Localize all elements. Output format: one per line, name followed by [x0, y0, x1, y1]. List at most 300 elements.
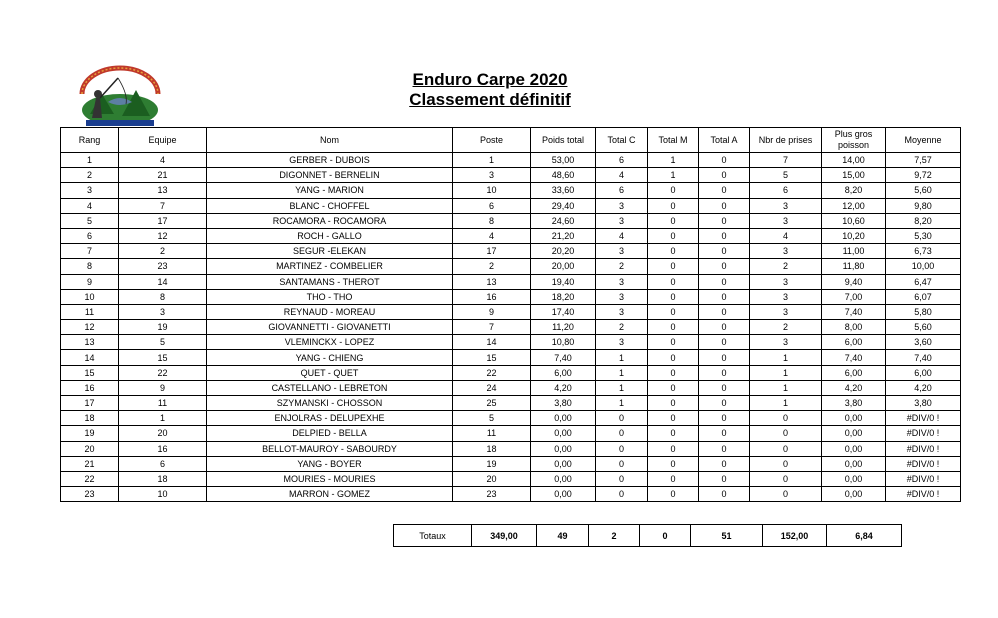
table-cell: 6: [750, 183, 822, 198]
table-cell: 6,73: [886, 244, 961, 259]
table-cell: 0,00: [822, 456, 886, 471]
table-cell: 6: [596, 153, 648, 168]
table-cell: 33,60: [531, 183, 596, 198]
table-cell: 0,00: [822, 426, 886, 441]
page-subtitle: Classement définitif: [409, 90, 571, 109]
table-cell: 20,20: [531, 244, 596, 259]
page-title: Enduro Carpe 2020: [412, 70, 568, 89]
table-cell: 1: [750, 365, 822, 380]
table-row: [61, 365, 961, 380]
table-cell: 0: [596, 471, 648, 486]
col-header: Total A: [699, 128, 750, 153]
table-cell: 3: [750, 304, 822, 319]
table-row: [61, 198, 961, 213]
table-cell: 48,60: [531, 168, 596, 183]
table-cell: MOURIES - MOURIES: [207, 471, 453, 486]
table-cell: 16: [61, 380, 119, 395]
table-cell: 14: [61, 350, 119, 365]
table-cell: 8: [61, 259, 119, 274]
table-cell: 1: [119, 411, 207, 426]
table-cell: 0,00: [822, 471, 886, 486]
table-cell: 3: [453, 168, 531, 183]
table-cell: GIOVANNETTI - GIOVANETTI: [207, 320, 453, 335]
table-row: [61, 396, 961, 411]
table-cell: 11: [453, 426, 531, 441]
table-cell: SEGUR -ELEKAN: [207, 244, 453, 259]
table-cell: 0: [699, 487, 750, 502]
table-cell: 0: [648, 380, 699, 395]
table-cell: 53,00: [531, 153, 596, 168]
table-cell: MARRON - GOMEZ: [207, 487, 453, 502]
table-cell: 9: [119, 380, 207, 395]
table-cell: #DIV/0 !: [886, 456, 961, 471]
table-cell: 17,40: [531, 304, 596, 319]
table-cell: 0: [648, 213, 699, 228]
table-cell: 3: [750, 335, 822, 350]
table-cell: 19: [453, 456, 531, 471]
table-cell: 0: [648, 487, 699, 502]
table-cell: 0: [648, 411, 699, 426]
table-row: [61, 259, 961, 274]
table-cell: 21: [119, 168, 207, 183]
table-cell: 7: [750, 153, 822, 168]
table-cell: 12: [119, 228, 207, 243]
table-body: [61, 153, 961, 502]
table-cell: 7,40: [822, 304, 886, 319]
table-cell: 4: [453, 228, 531, 243]
table-cell: 1: [596, 380, 648, 395]
table-row: [61, 289, 961, 304]
table-cell: ROCH - GALLO: [207, 228, 453, 243]
table-cell: 1: [596, 365, 648, 380]
table-cell: 4: [596, 168, 648, 183]
table-cell: 9: [453, 304, 531, 319]
table-cell: 0: [596, 487, 648, 502]
table-cell: 3: [750, 244, 822, 259]
col-header: Moyenne: [886, 128, 961, 153]
table-cell: 7,40: [886, 350, 961, 365]
table-cell: 6,47: [886, 274, 961, 289]
table-cell: 12,00: [822, 198, 886, 213]
table-cell: 6: [61, 228, 119, 243]
table-cell: 0: [648, 335, 699, 350]
col-header: Poste: [453, 128, 531, 153]
table-cell: 19,40: [531, 274, 596, 289]
table-cell: 3: [596, 289, 648, 304]
table-cell: 3: [750, 289, 822, 304]
table-cell: 0: [699, 228, 750, 243]
table-cell: 11: [61, 304, 119, 319]
table-cell: 0: [699, 183, 750, 198]
table-cell: 23: [61, 487, 119, 502]
table-cell: 8,20: [886, 213, 961, 228]
table-row: [61, 274, 961, 289]
table-cell: 0: [596, 456, 648, 471]
table-cell: 0: [699, 213, 750, 228]
table-cell: 13: [61, 335, 119, 350]
table-cell: 3: [750, 213, 822, 228]
table-cell: 9: [61, 274, 119, 289]
table-cell: 0: [699, 168, 750, 183]
table-cell: 6: [119, 456, 207, 471]
table-cell: 7,57: [886, 153, 961, 168]
table-cell: 1: [596, 396, 648, 411]
table-cell: 10: [453, 183, 531, 198]
table-cell: 3: [61, 183, 119, 198]
table-cell: 1: [750, 350, 822, 365]
totals-cell: 152,00: [763, 525, 827, 547]
totals-cell: 51: [691, 525, 763, 547]
table-cell: 0: [648, 198, 699, 213]
table-cell: 11: [119, 396, 207, 411]
table-row: [61, 487, 961, 502]
table-cell: 0,00: [531, 441, 596, 456]
table-cell: 21: [61, 456, 119, 471]
table-cell: 14: [119, 274, 207, 289]
table-cell: 0,00: [531, 471, 596, 486]
table-cell: BELLOT-MAUROY - SABOURDY: [207, 441, 453, 456]
totals-label: Totaux: [394, 525, 472, 547]
table-cell: 7,40: [822, 350, 886, 365]
table-cell: 8: [119, 289, 207, 304]
table-cell: 0: [648, 304, 699, 319]
table-cell: 13: [119, 183, 207, 198]
table-cell: 20,00: [531, 259, 596, 274]
table-row: [61, 380, 961, 395]
table-row: [61, 426, 961, 441]
table-cell: QUET - QUET: [207, 365, 453, 380]
table-cell: 0: [699, 411, 750, 426]
table-cell: 0: [596, 411, 648, 426]
table-row: [61, 456, 961, 471]
table-cell: 2: [453, 259, 531, 274]
col-header: Total M: [648, 128, 699, 153]
table-cell: 5: [453, 411, 531, 426]
table-cell: 0: [596, 426, 648, 441]
table-cell: 13: [453, 274, 531, 289]
table-cell: 10: [61, 289, 119, 304]
table-cell: 0: [699, 426, 750, 441]
table-cell: 0: [648, 183, 699, 198]
table-cell: 7: [119, 198, 207, 213]
table-cell: 21,20: [531, 228, 596, 243]
table-cell: 0: [648, 320, 699, 335]
table-cell: 6,00: [822, 335, 886, 350]
table-cell: 0: [699, 320, 750, 335]
table-row: [61, 335, 961, 350]
table-cell: 0: [750, 471, 822, 486]
table-cell: REYNAUD - MOREAU: [207, 304, 453, 319]
table-cell: 19: [61, 426, 119, 441]
table-cell: 12: [61, 320, 119, 335]
totals-cell: 0: [640, 525, 691, 547]
table-cell: 0: [750, 426, 822, 441]
table-cell: 3: [596, 244, 648, 259]
table-row: [61, 213, 961, 228]
table-cell: YANG - CHIENG: [207, 350, 453, 365]
table-row: [61, 153, 961, 168]
table-cell: 3: [596, 213, 648, 228]
col-header: Nbr de prises: [750, 128, 822, 153]
table-cell: 2: [61, 168, 119, 183]
table-cell: 11,00: [822, 244, 886, 259]
table-cell: 18: [119, 471, 207, 486]
table-cell: 2: [119, 244, 207, 259]
table-cell: 3: [750, 198, 822, 213]
table-cell: 7: [61, 244, 119, 259]
table-cell: 5: [61, 213, 119, 228]
table-row: [61, 441, 961, 456]
table-cell: 17: [453, 244, 531, 259]
table-row: [61, 168, 961, 183]
table-cell: 1: [750, 396, 822, 411]
table-cell: 0: [648, 365, 699, 380]
table-cell: 17: [61, 396, 119, 411]
table-cell: 18,20: [531, 289, 596, 304]
table-row: [61, 244, 961, 259]
table-cell: 0: [648, 456, 699, 471]
table-cell: SZYMANSKI - CHOSSON: [207, 396, 453, 411]
table-cell: 0: [699, 274, 750, 289]
table-cell: 0: [648, 244, 699, 259]
table-cell: 0,00: [531, 426, 596, 441]
table-cell: 4,20: [822, 380, 886, 395]
table-cell: 15: [61, 365, 119, 380]
table-cell: YANG - MARION: [207, 183, 453, 198]
title-block: [330, 70, 650, 110]
table-cell: 4,20: [886, 380, 961, 395]
col-header: Total C: [596, 128, 648, 153]
table-cell: 7: [453, 320, 531, 335]
table-cell: 0,00: [822, 411, 886, 426]
table-cell: 2: [750, 320, 822, 335]
table-row: [61, 471, 961, 486]
table-cell: 0: [699, 198, 750, 213]
table-cell: 0: [596, 441, 648, 456]
table-cell: 4: [61, 198, 119, 213]
table-cell: 0: [648, 441, 699, 456]
totals-cell: 6,84: [827, 525, 902, 547]
table-cell: 3,80: [822, 396, 886, 411]
table-cell: 5: [119, 335, 207, 350]
table-cell: 0: [699, 441, 750, 456]
table-row: [61, 183, 961, 198]
table-cell: 18: [453, 441, 531, 456]
table-cell: ENJOLRAS - DELUPEXHE: [207, 411, 453, 426]
table-cell: MARTINEZ - COMBELIER: [207, 259, 453, 274]
table-cell: 10,80: [531, 335, 596, 350]
table-row: [61, 320, 961, 335]
table-cell: 23: [119, 259, 207, 274]
table-cell: 23: [453, 487, 531, 502]
table-cell: 11,80: [822, 259, 886, 274]
table-cell: 5: [750, 168, 822, 183]
table-cell: 10,20: [822, 228, 886, 243]
table-cell: 0: [699, 365, 750, 380]
col-header: Plus gros poisson: [822, 128, 886, 153]
table-cell: 15: [119, 350, 207, 365]
table-cell: 10: [119, 487, 207, 502]
table-cell: 3,80: [531, 396, 596, 411]
table-cell: 4: [596, 228, 648, 243]
table-cell: DIGONNET - BERNELIN: [207, 168, 453, 183]
table-cell: 20: [61, 441, 119, 456]
table-cell: 6,00: [822, 365, 886, 380]
table-cell: 3: [596, 304, 648, 319]
table-cell: 1: [61, 153, 119, 168]
table-header-row: [61, 128, 961, 153]
table-cell: 15,00: [822, 168, 886, 183]
table-cell: 0: [750, 487, 822, 502]
table-cell: 0,00: [822, 441, 886, 456]
table-cell: 0: [750, 456, 822, 471]
table-cell: 0: [648, 471, 699, 486]
table-cell: 9,40: [822, 274, 886, 289]
table-cell: 16: [119, 441, 207, 456]
table-cell: 22: [453, 365, 531, 380]
table-cell: 0,00: [531, 411, 596, 426]
table-cell: 6: [596, 183, 648, 198]
table-cell: 0: [699, 304, 750, 319]
totals-table: [393, 524, 902, 547]
table-cell: 1: [648, 153, 699, 168]
table-cell: 0: [648, 228, 699, 243]
table-cell: 8,20: [822, 183, 886, 198]
table-cell: 22: [119, 365, 207, 380]
table-cell: 20: [453, 471, 531, 486]
table-cell: BLANC - CHOFFEL: [207, 198, 453, 213]
table-cell: 0: [699, 396, 750, 411]
table-cell: 29,40: [531, 198, 596, 213]
table-cell: #DIV/0 !: [886, 426, 961, 441]
table-row: [61, 304, 961, 319]
table-cell: 3: [596, 198, 648, 213]
col-header: Nom: [207, 128, 453, 153]
table-cell: DELPIED - BELLA: [207, 426, 453, 441]
table-cell: 0: [648, 426, 699, 441]
totals-cell: 2: [589, 525, 640, 547]
table-cell: ROCAMORA - ROCAMORA: [207, 213, 453, 228]
table-cell: 3,60: [886, 335, 961, 350]
table-cell: 9,80: [886, 198, 961, 213]
table-cell: 0: [699, 380, 750, 395]
table-cell: 3: [119, 304, 207, 319]
table-row: [61, 350, 961, 365]
table-cell: 24: [453, 380, 531, 395]
table-cell: #DIV/0 !: [886, 471, 961, 486]
table-cell: 4: [750, 228, 822, 243]
table-cell: THO - THO: [207, 289, 453, 304]
table-cell: 6,00: [886, 365, 961, 380]
col-header: Poids total: [531, 128, 596, 153]
table-cell: 3: [750, 274, 822, 289]
table-cell: 0: [648, 274, 699, 289]
table-cell: 5,60: [886, 320, 961, 335]
table-cell: 0: [699, 244, 750, 259]
table-cell: 0: [648, 350, 699, 365]
table-cell: 14,00: [822, 153, 886, 168]
table-cell: 6,07: [886, 289, 961, 304]
table-cell: 11,20: [531, 320, 596, 335]
table-cell: 7,40: [531, 350, 596, 365]
table-cell: 0: [648, 259, 699, 274]
table-cell: 10,60: [822, 213, 886, 228]
table-cell: 1: [596, 350, 648, 365]
totals-cell: 349,00: [472, 525, 537, 547]
table-cell: #DIV/0 !: [886, 487, 961, 502]
table-cell: 0: [699, 456, 750, 471]
fishing-club-logo-icon: [72, 64, 168, 128]
table-cell: 15: [453, 350, 531, 365]
table-cell: 1: [648, 168, 699, 183]
table-cell: VLEMINCKX - LOPEZ: [207, 335, 453, 350]
table-cell: 17: [119, 213, 207, 228]
table-row: [61, 228, 961, 243]
table-cell: 22: [61, 471, 119, 486]
table-cell: #DIV/0 !: [886, 411, 961, 426]
table-cell: 1: [453, 153, 531, 168]
table-cell: 20: [119, 426, 207, 441]
table-cell: 0: [750, 411, 822, 426]
table-cell: 0: [750, 441, 822, 456]
table-cell: 2: [596, 320, 648, 335]
table-cell: 19: [119, 320, 207, 335]
table-cell: 24,60: [531, 213, 596, 228]
table-cell: 16: [453, 289, 531, 304]
table-cell: 10,00: [886, 259, 961, 274]
table-cell: 6,00: [531, 365, 596, 380]
table-cell: 4,20: [531, 380, 596, 395]
table-cell: 0: [699, 289, 750, 304]
table-cell: GERBER - DUBOIS: [207, 153, 453, 168]
table-row: [61, 411, 961, 426]
table-cell: 0: [648, 396, 699, 411]
table-cell: 1: [750, 380, 822, 395]
table-cell: 2: [596, 259, 648, 274]
col-header: Equipe: [119, 128, 207, 153]
table-cell: 8: [453, 213, 531, 228]
col-header: Rang: [61, 128, 119, 153]
table-cell: 9,72: [886, 168, 961, 183]
table-cell: #DIV/0 !: [886, 441, 961, 456]
table-cell: 14: [453, 335, 531, 350]
table-cell: 8,00: [822, 320, 886, 335]
table-cell: 0,00: [531, 487, 596, 502]
table-cell: 2: [750, 259, 822, 274]
table-cell: 0: [699, 350, 750, 365]
totals-row: [394, 525, 902, 547]
table-cell: 0: [699, 153, 750, 168]
table-cell: 3: [596, 335, 648, 350]
totals-cell: 49: [537, 525, 589, 547]
table-cell: 5,60: [886, 183, 961, 198]
table-cell: 7,00: [822, 289, 886, 304]
table-cell: 0,00: [531, 456, 596, 471]
table-cell: 0: [648, 289, 699, 304]
table-cell: 4: [119, 153, 207, 168]
table-cell: 3,80: [886, 396, 961, 411]
table-cell: 5,30: [886, 228, 961, 243]
table-cell: 5,80: [886, 304, 961, 319]
table-cell: 0: [699, 335, 750, 350]
table-cell: 25: [453, 396, 531, 411]
table-cell: SANTAMANS - THEROT: [207, 274, 453, 289]
table-cell: 3: [596, 274, 648, 289]
ranking-table: [60, 127, 961, 502]
table-cell: CASTELLANO - LEBRETON: [207, 380, 453, 395]
table-cell: 0,00: [822, 487, 886, 502]
table-cell: 0: [699, 259, 750, 274]
